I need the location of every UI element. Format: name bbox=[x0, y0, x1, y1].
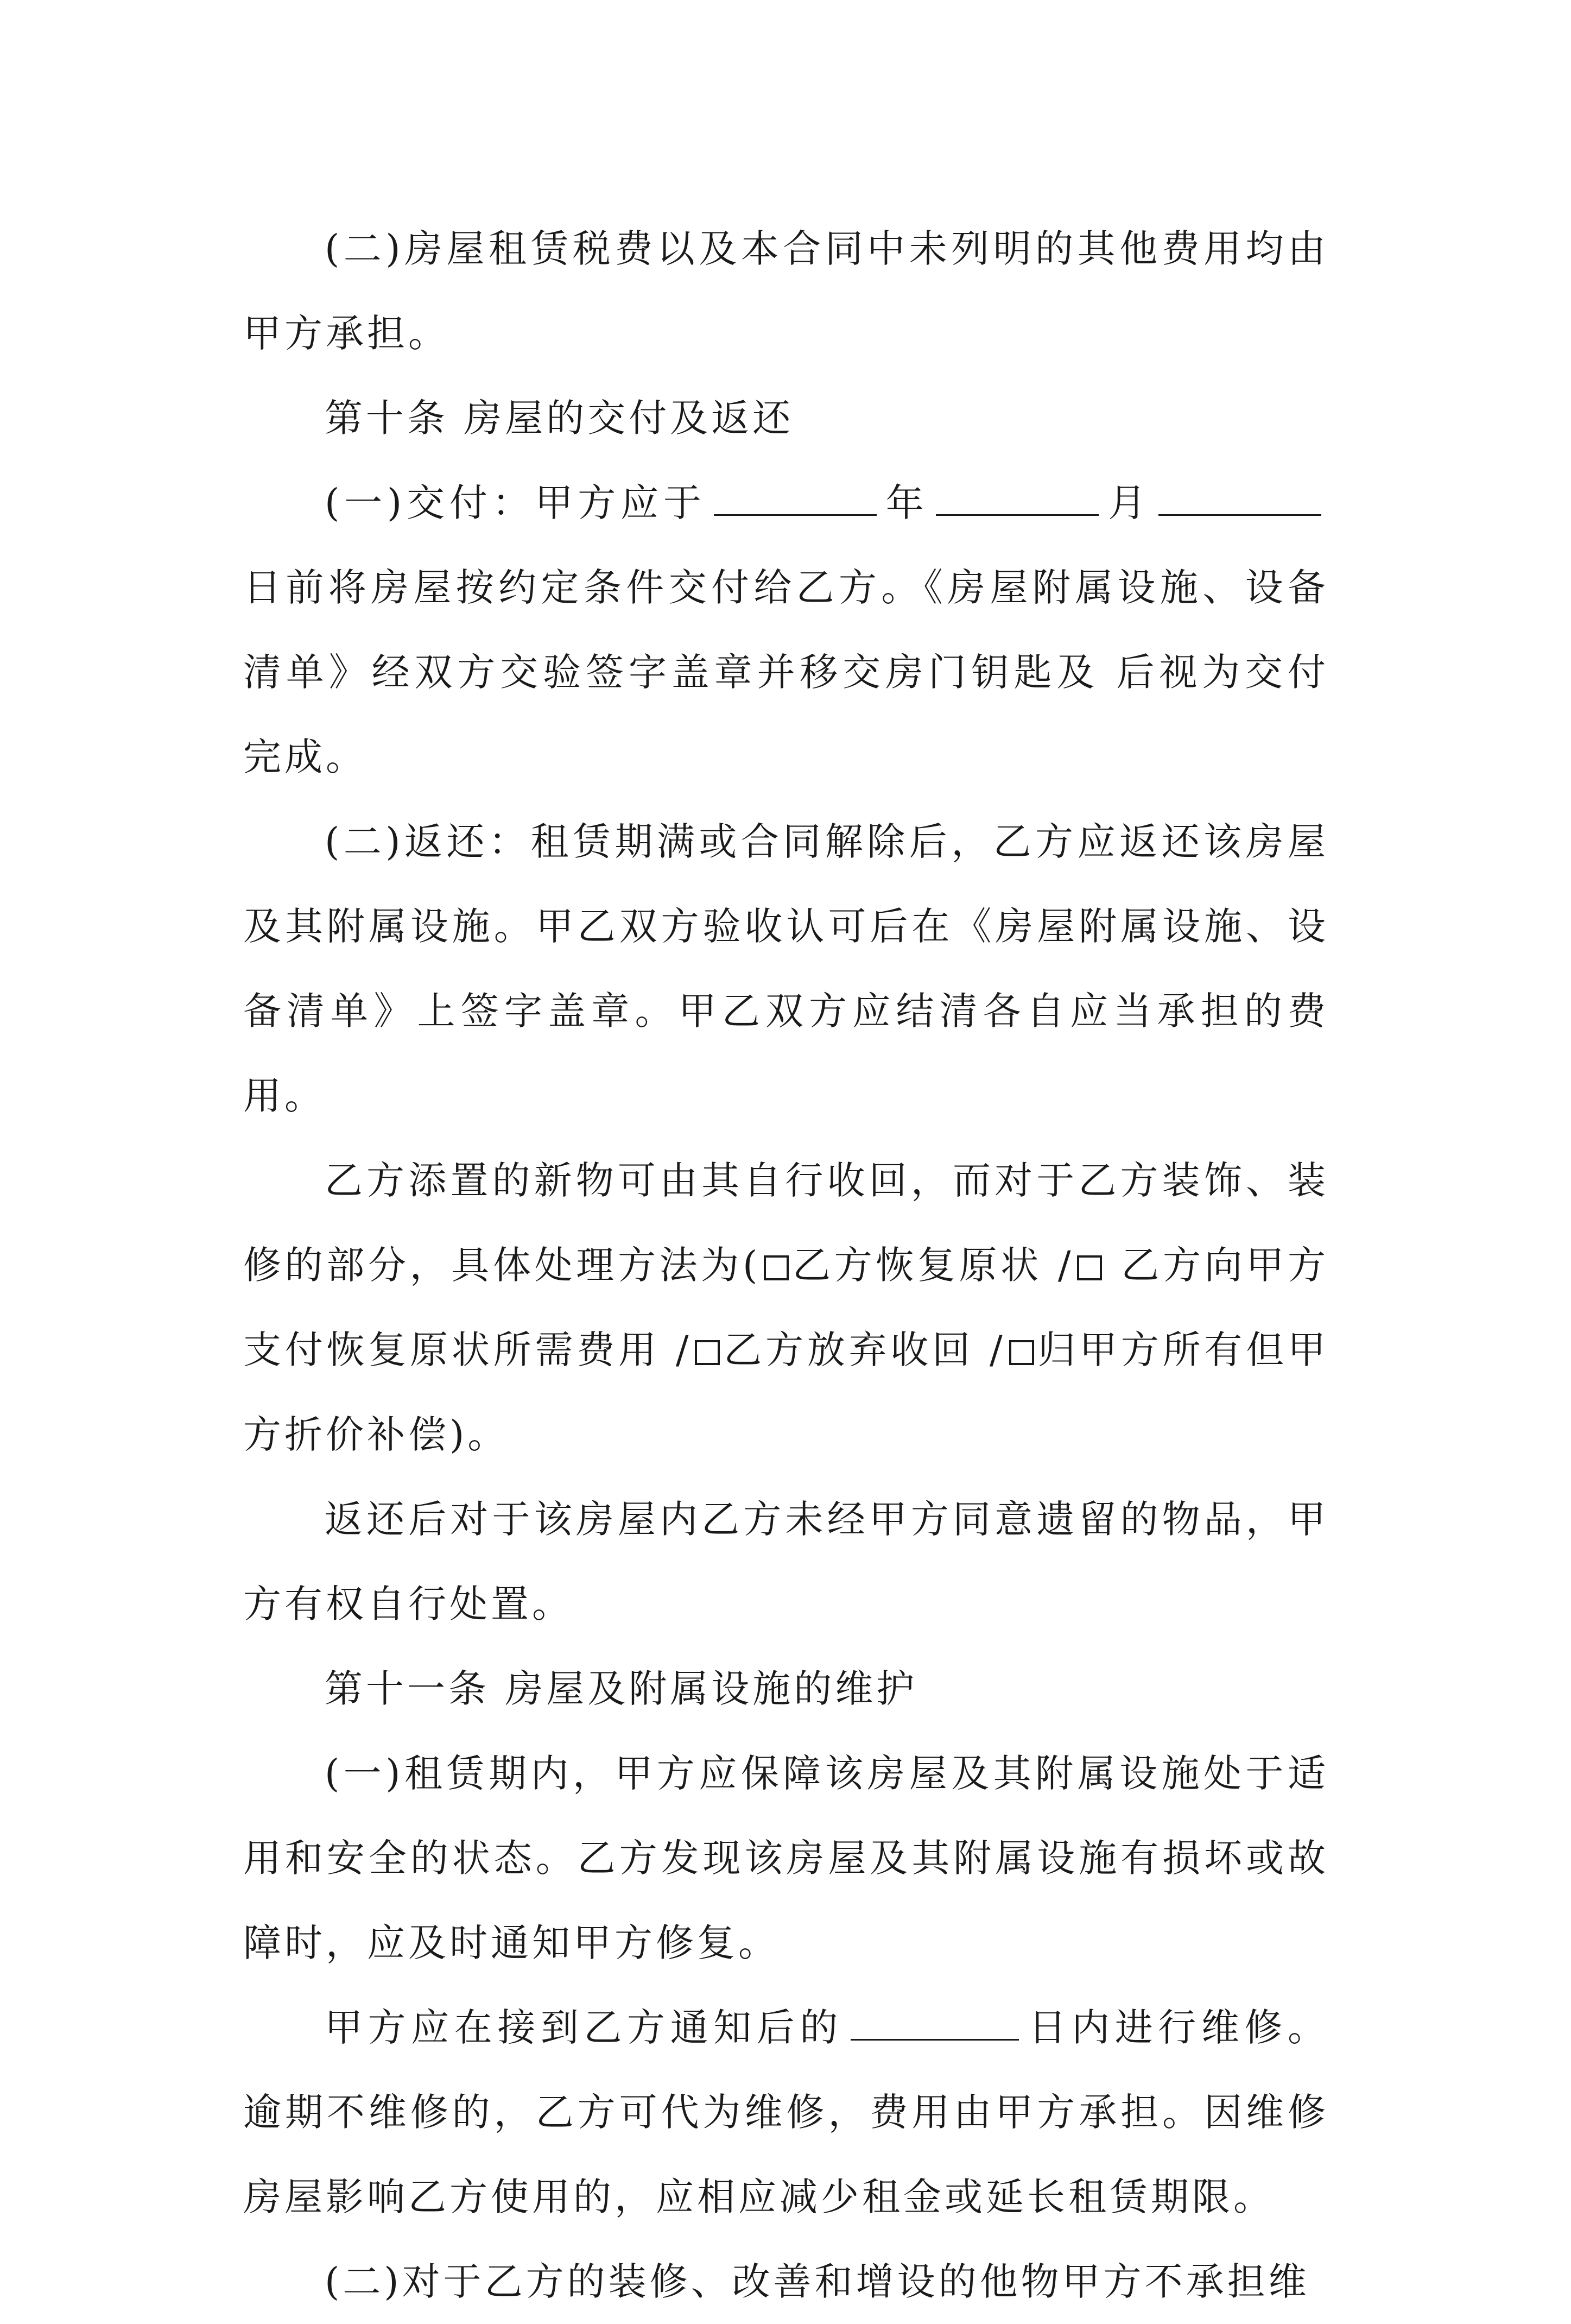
paragraph-delivery bbox=[243, 460, 1329, 799]
paragraph-maintenance bbox=[243, 1731, 1329, 1985]
paragraph-text: (二)返还：租赁期满或合同解除后，乙方应返还该房屋及其附属设施。甲乙双方验收认可后在《房屋附属设施、设备清单》上签字盖章。甲乙双方应结清各自应当承担的费用。 bbox=[243, 819, 1329, 1118]
year-label: 年 bbox=[884, 481, 929, 525]
day-blank[interactable] bbox=[1158, 514, 1321, 516]
option-pay-restore-label: 乙方向甲方支付恢复原状所需费用 / bbox=[243, 1243, 1329, 1372]
paragraph-return bbox=[243, 799, 1329, 1138]
paragraph-improvements bbox=[243, 2239, 1329, 2324]
year-blank[interactable] bbox=[714, 514, 877, 516]
paragraph-text: (一)交付：甲方应于 bbox=[325, 481, 706, 525]
paragraph-text: (二)对于乙方的装修、改善和增设的他物甲方不承担维 bbox=[325, 2259, 1310, 2304]
checkbox-landlord-compensate[interactable] bbox=[1009, 1340, 1034, 1365]
option-abandon-label: 乙方放弃收回 / bbox=[723, 1328, 1006, 1372]
checkbox-abandon[interactable] bbox=[695, 1340, 720, 1365]
paragraph-text: 甲方应在接到乙方通知后的 bbox=[325, 2005, 843, 2050]
paragraph-taxes bbox=[243, 206, 1329, 376]
month-label: 月 bbox=[1106, 481, 1151, 525]
paragraph-leftover-items bbox=[243, 1477, 1329, 1646]
option-landlord-compensate-label: 归甲方所有但甲方折价补偿)。 bbox=[243, 1328, 1329, 1457]
paragraph-text: 日前将房屋按约定条件交付给乙方。《房屋附属设施、设备清单》经双方交验签字盖章并移交房门钥匙及 后视为交付完成。 bbox=[243, 565, 1329, 779]
option-restore-label: 乙方恢复原状 / bbox=[792, 1243, 1074, 1287]
heading-text: 第十一条 房屋及附属设施的维护 bbox=[325, 1666, 918, 1711]
article-11-heading bbox=[243, 1646, 1329, 1731]
month-blank[interactable] bbox=[936, 514, 1099, 516]
paragraph-text: (二)房屋租赁税费以及本合同中未列明的其他费用均由甲方承担。 bbox=[243, 226, 1329, 356]
heading-text: 第十条 房屋的交付及返还 bbox=[325, 396, 794, 440]
checkbox-pay-restore[interactable] bbox=[1077, 1255, 1102, 1280]
paragraph-text: 日内进行维修。逾期不维修的，乙方可代为维修，费用由甲方承担。因维修房屋影响乙方使用的，应相应减少租金或延长租赁期限。 bbox=[243, 2005, 1329, 2219]
paragraph-decoration-options bbox=[243, 1138, 1329, 1477]
paragraph-text: 返还后对于该房屋内乙方未经甲方同意遗留的物品，甲方有权自行处置。 bbox=[243, 1497, 1329, 1626]
checkbox-restore[interactable] bbox=[764, 1255, 789, 1280]
paragraph-text: 乙方添置的新物可由其自行收回，而对于乙方装饰、装修的部分，具体处理方法为( bbox=[243, 1158, 1329, 1287]
contract-body bbox=[243, 206, 1329, 2324]
paragraph-repair-deadline bbox=[243, 1985, 1329, 2239]
paragraph-text: (一)租赁期内，甲方应保障该房屋及其附属设施处于适用和安全的状态。乙方发现该房屋及其附属设施有损坏或故障时，应及时通知甲方修复。 bbox=[243, 1751, 1329, 1965]
repair-days-blank[interactable] bbox=[851, 2038, 1019, 2041]
article-10-heading bbox=[243, 376, 1329, 460]
